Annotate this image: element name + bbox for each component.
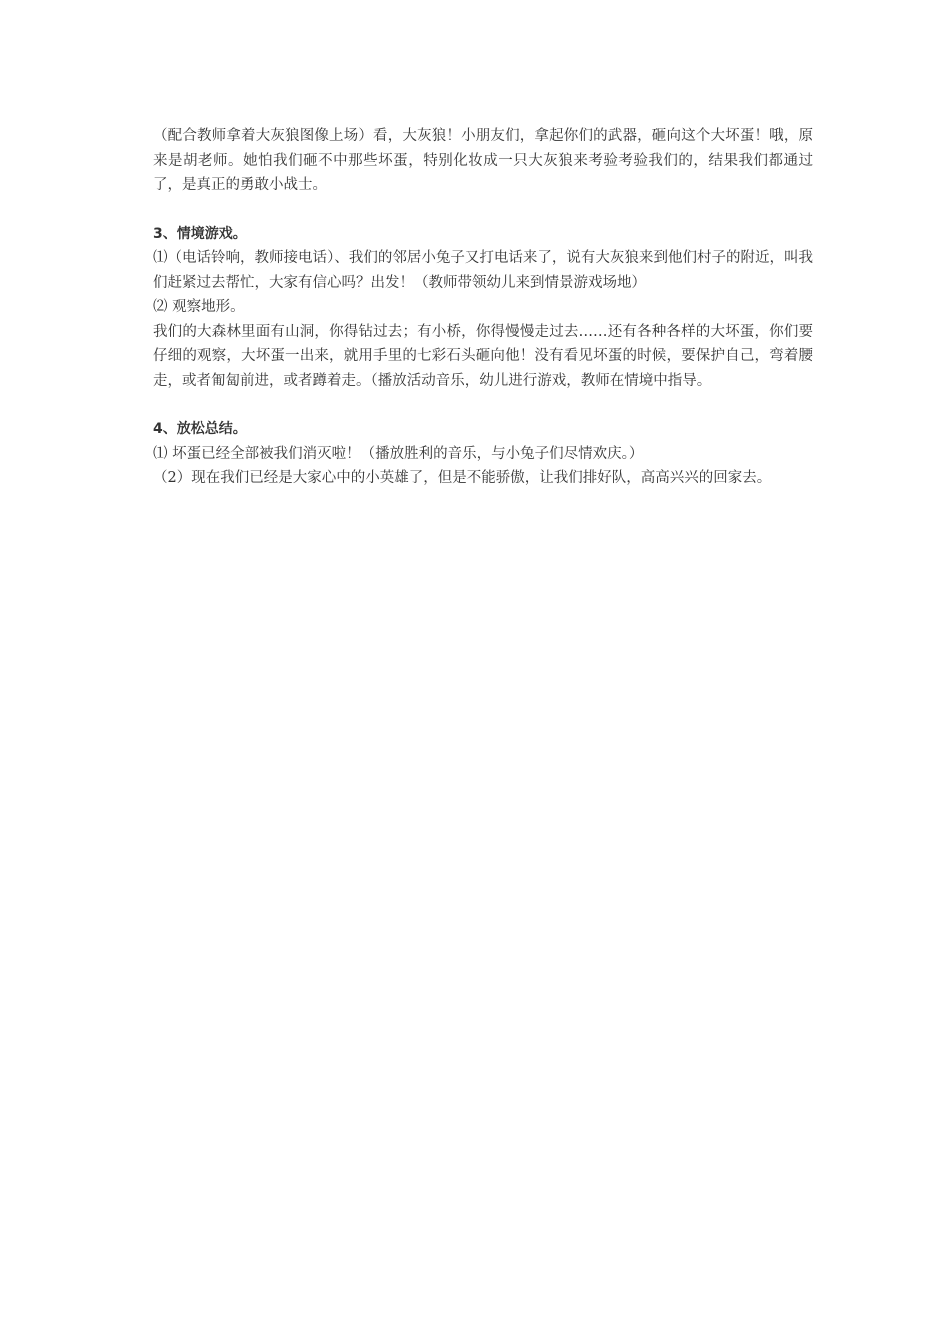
section-4-heading: 4、放松总结。 bbox=[153, 421, 247, 437]
document-body bbox=[153, 124, 813, 491]
paragraph-spacer bbox=[153, 198, 813, 222]
section-4-item-2: （2）现在我们已经是大家心中的小英雄了，但是不能骄傲，让我们排好队，高高兴兴的回家去。 bbox=[153, 470, 772, 486]
intro-paragraph: （配合教师拿着大灰狼图像上场）看，大灰狼！小朋友们，拿起你们的武器，砸向这个大坏蛋！哦，原来是胡老师。她怕我们砸不中那些坏蛋，特别化妆成一只大灰狼来考验考验我们的，结果我们都通过了，是真正的勇敢小战士。 bbox=[153, 128, 813, 193]
section-3-item-2: ⑵ 观察地形。 bbox=[153, 299, 245, 315]
section-3-item-1: ⑴（电话铃响，教师接电话）、我们的邻居小兔子又打电话来了，说有大灰狼来到他们村子的附近，叫我们赶紧过去帮忙，大家有信心吗？出发！（教师带领幼儿来到情景游戏场地） bbox=[153, 250, 813, 291]
section-3-body: 我们的大森林里面有山洞，你得钻过去；有小桥，你得慢慢走过去……还有各种各样的大坏蛋，你们要仔细的观察，大坏蛋一出来，就用手里的七彩石头砸向他！没有看见坏蛋的时候，要保护自己，弯着腰走，或者匍匐前进，或者蹲着走。（播放活动音乐，幼儿进行游戏，教师在情境中指导。 bbox=[153, 323, 813, 389]
section-3-heading: 3、情境游戏。 bbox=[153, 225, 247, 242]
paragraph-spacer bbox=[153, 393, 813, 417]
section-4-item-1: ⑴ 坏蛋已经全部被我们消灭啦！（播放胜利的音乐，与小兔子们尽情欢庆。） bbox=[153, 445, 644, 462]
